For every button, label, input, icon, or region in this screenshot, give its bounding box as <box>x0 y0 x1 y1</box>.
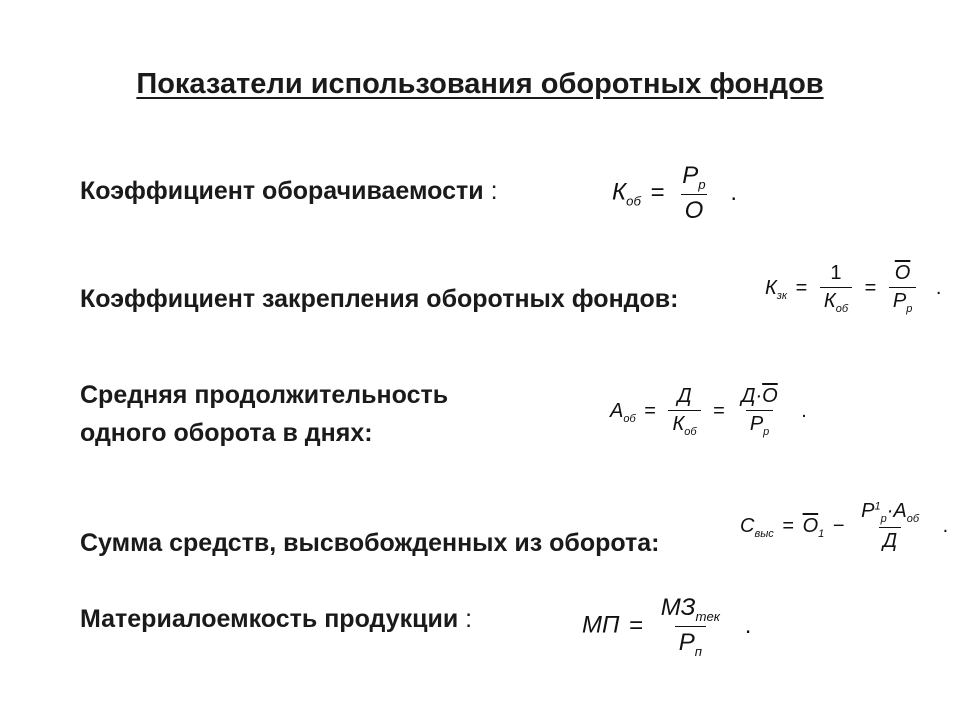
equals-sign: = <box>864 277 877 299</box>
formula-period: . <box>935 277 942 299</box>
material-intensity-label <box>80 600 472 638</box>
formula-period: . <box>942 515 949 537</box>
fraction <box>737 385 781 438</box>
turnover-duration-line1: Средняя продолжительность <box>80 381 449 409</box>
equals-sign: = <box>795 277 808 299</box>
page-title: Показатели использования оборотных фондов <box>136 68 824 100</box>
fraction <box>820 262 852 315</box>
fraction-numerator: Д·О <box>741 385 778 407</box>
fraction-denominator: $Р_р$ <box>889 287 916 315</box>
fraction-denominator: Д <box>879 527 901 553</box>
fraction-numerator: 1 <box>830 262 842 284</box>
fraction-numerator: $Р^1_р\cdot А_{об}$ <box>861 500 920 525</box>
turnover-duration-label <box>80 376 448 452</box>
equals-sign: = <box>629 612 644 640</box>
fraction <box>668 385 700 438</box>
material-intensity-formula <box>582 594 751 659</box>
fraction <box>657 594 724 659</box>
fraction-denominator: $Р_р$ <box>746 410 773 438</box>
fixing-coefficient-formula <box>765 262 941 315</box>
fraction-numerator: $МЗ_{тек}$ <box>660 594 721 624</box>
turnover-duration-formula <box>610 385 807 438</box>
fraction <box>857 500 923 553</box>
label-colon: : <box>483 177 498 205</box>
fraction-denominator: О <box>681 194 708 225</box>
fraction-numerator: О <box>894 262 911 284</box>
released-funds-label: Сумма средств, высвобожденных из оборота: <box>80 529 660 557</box>
fraction-denominator: $Р_п$ <box>675 626 706 659</box>
fraction-denominator: $К_{об}$ <box>668 410 700 438</box>
formula-period: . <box>730 179 737 207</box>
label-colon: : <box>458 605 473 633</box>
fraction-numerator: Д <box>677 385 692 407</box>
formula-period: . <box>801 400 807 422</box>
fraction-denominator: $К_{об}$ <box>820 287 852 315</box>
formula-symbol: А <box>610 399 624 422</box>
turnover-coefficient-text: Коэффициент оборачиваемости <box>80 177 484 205</box>
released-funds-formula <box>740 500 948 553</box>
formula-subscript: выс <box>754 527 774 540</box>
formula-subscript: зк <box>776 289 788 302</box>
formula-symbol: С <box>740 514 755 537</box>
fraction <box>889 262 916 315</box>
minus-sign: − <box>832 515 845 537</box>
fixing-coefficient-label: Коэффициент закрепления оборотных фондов: <box>80 285 679 313</box>
turnover-duration-line2: одного оборота в днях: <box>80 419 373 447</box>
formula-term: $О_1$ <box>802 514 825 540</box>
formula-subscript: об <box>623 412 636 425</box>
equals-sign: = <box>782 515 795 537</box>
fraction <box>678 162 709 225</box>
turnover-coefficient-label <box>80 172 498 210</box>
formula-symbol: К <box>612 178 627 206</box>
equals-sign: = <box>713 400 725 422</box>
formula-subscript: об <box>626 193 641 209</box>
turnover-coefficient-formula <box>612 162 737 225</box>
fraction-numerator: $Р_р$ <box>682 162 706 192</box>
equals-sign: = <box>644 400 656 422</box>
formula-symbol: К <box>765 276 777 299</box>
material-intensity-text: Материалоемкость продукции <box>80 605 459 633</box>
equals-sign: = <box>650 179 665 207</box>
formula-symbol: МП <box>582 611 620 639</box>
formula-period: . <box>744 612 752 640</box>
